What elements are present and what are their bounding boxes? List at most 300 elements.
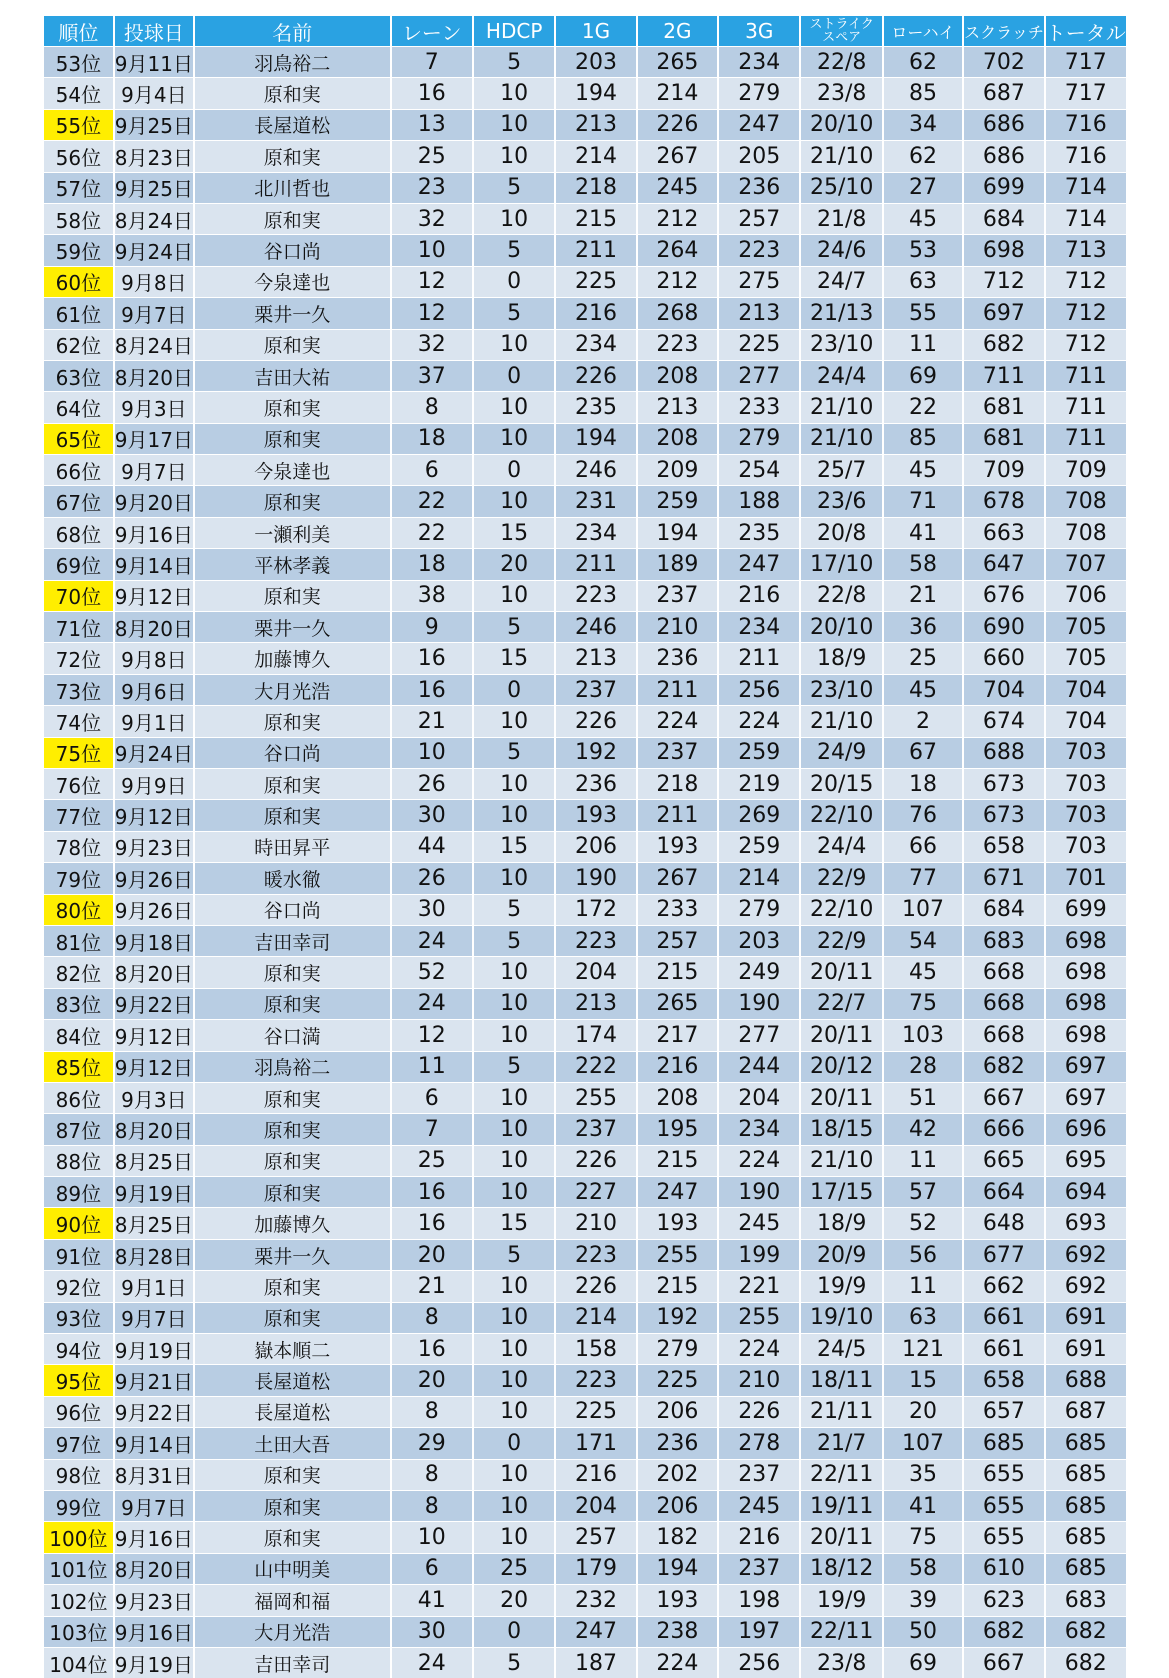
lowhigh-cell: 107: [883, 894, 963, 925]
date-cell: 9月12日: [114, 800, 194, 831]
hdcp-cell: 10: [473, 392, 555, 423]
game1-cell: 222: [555, 1051, 636, 1082]
total-cell: 698: [1045, 988, 1128, 1019]
rank-cell: 86位: [44, 1082, 114, 1113]
lowhigh-cell: 28: [883, 1051, 963, 1082]
scratch-cell: 673: [963, 768, 1044, 799]
total-cell: 701: [1045, 863, 1128, 894]
game2-cell: 208: [637, 1082, 718, 1113]
date-cell: 9月9日: [114, 768, 194, 799]
total-cell: 688: [1045, 1365, 1128, 1396]
hdcp-cell: 5: [473, 737, 555, 768]
lane-cell: 18: [391, 549, 473, 580]
total-cell: 685: [1045, 1522, 1128, 1553]
game1-cell: 226: [555, 706, 636, 737]
total-cell: 698: [1045, 957, 1128, 988]
game2-cell: 211: [637, 800, 718, 831]
table-row: [44, 957, 1127, 988]
lowhigh-cell: 63: [883, 1302, 963, 1333]
table-row: [44, 455, 1127, 486]
total-cell: 704: [1045, 706, 1128, 737]
date-cell: 9月26日: [114, 894, 194, 925]
strike-spare-cell: 20/11: [800, 957, 882, 988]
table-row: [44, 486, 1127, 517]
name-cell: 原和実: [194, 1082, 391, 1113]
name-cell: 加藤博久: [194, 643, 391, 674]
table-row: [44, 1271, 1127, 1302]
table-row: [44, 109, 1127, 140]
scratch-cell: 684: [963, 203, 1044, 234]
name-cell: 土田大吾: [194, 1428, 391, 1459]
strike-spare-cell: 25/10: [800, 172, 882, 203]
name-cell: 大月光浩: [194, 674, 391, 705]
strike-spare-cell: 20/9: [800, 1239, 882, 1270]
strike-spare-cell: 22/7: [800, 988, 882, 1019]
date-cell: 8月24日: [114, 329, 194, 360]
lane-cell: 26: [391, 768, 473, 799]
hdcp-cell: 10: [473, 1271, 555, 1302]
scratch-cell: 655: [963, 1490, 1044, 1521]
game3-cell: 277: [718, 1020, 800, 1051]
table-row: [44, 1396, 1127, 1427]
name-cell: 吉田大祐: [194, 360, 391, 391]
table-row: [44, 392, 1127, 423]
hdcp-cell: 5: [473, 1051, 555, 1082]
strike-spare-cell: 21/11: [800, 1396, 882, 1427]
date-cell: 9月8日: [114, 266, 194, 297]
date-cell: 8月25日: [114, 1145, 194, 1176]
col-total: トータル: [1045, 16, 1128, 47]
total-cell: 708: [1045, 486, 1128, 517]
lowhigh-cell: 76: [883, 800, 963, 831]
rank-cell: 76位: [44, 768, 114, 799]
game3-cell: 198: [718, 1585, 800, 1616]
name-cell: 原和実: [194, 1459, 391, 1490]
name-cell: 羽鳥裕二: [194, 1051, 391, 1082]
lane-cell: 7: [391, 1114, 473, 1145]
game2-cell: 238: [637, 1616, 718, 1647]
strike-spare-cell: 21/7: [800, 1428, 882, 1459]
scratch-cell: 655: [963, 1459, 1044, 1490]
game2-cell: 193: [637, 1585, 718, 1616]
rank-cell: 87位: [44, 1114, 114, 1145]
total-cell: 685: [1045, 1553, 1128, 1584]
strike-spare-cell: 21/10: [800, 392, 882, 423]
game1-cell: 194: [555, 423, 636, 454]
hdcp-cell: 10: [473, 1302, 555, 1333]
game3-cell: 211: [718, 643, 800, 674]
table-row: [44, 831, 1127, 862]
table-row: [44, 674, 1127, 705]
rank-cell: 101位: [44, 1553, 114, 1584]
rank-cell: 73位: [44, 674, 114, 705]
scratch-cell: 681: [963, 392, 1044, 423]
hdcp-cell: 10: [473, 1396, 555, 1427]
lowhigh-cell: 20: [883, 1396, 963, 1427]
total-cell: 708: [1045, 517, 1128, 548]
date-cell: 9月3日: [114, 392, 194, 423]
lane-cell: 8: [391, 1490, 473, 1521]
table-row: [44, 1082, 1127, 1113]
date-cell: 9月20日: [114, 486, 194, 517]
lowhigh-cell: 42: [883, 1114, 963, 1145]
strike-spare-cell: 22/9: [800, 925, 882, 956]
game3-cell: 224: [718, 1334, 800, 1365]
game3-cell: 214: [718, 863, 800, 894]
date-cell: 9月17日: [114, 423, 194, 454]
lowhigh-cell: 63: [883, 266, 963, 297]
name-cell: 原和実: [194, 203, 391, 234]
game3-cell: 278: [718, 1428, 800, 1459]
lane-cell: 32: [391, 329, 473, 360]
name-cell: 原和実: [194, 1145, 391, 1176]
total-cell: 716: [1045, 141, 1128, 172]
strike-spare-cell: 20/12: [800, 1051, 882, 1082]
name-cell: 原和実: [194, 988, 391, 1019]
lane-cell: 12: [391, 298, 473, 329]
lowhigh-cell: 11: [883, 1271, 963, 1302]
strike-spare-cell: 23/10: [800, 674, 882, 705]
game3-cell: 226: [718, 1396, 800, 1427]
scratch-cell: 687: [963, 78, 1044, 109]
game2-cell: 194: [637, 1553, 718, 1584]
game1-cell: 192: [555, 737, 636, 768]
lane-cell: 20: [391, 1365, 473, 1396]
scratch-cell: 699: [963, 172, 1044, 203]
scratch-cell: 666: [963, 1114, 1044, 1145]
lane-cell: 24: [391, 988, 473, 1019]
total-cell: 711: [1045, 360, 1128, 391]
total-cell: 692: [1045, 1271, 1128, 1302]
game3-cell: 257: [718, 203, 800, 234]
hdcp-cell: 5: [473, 1239, 555, 1270]
table-row: [44, 141, 1127, 172]
strike-spare-cell: 21/8: [800, 203, 882, 234]
scratch-cell: 648: [963, 1208, 1044, 1239]
hdcp-cell: 10: [473, 78, 555, 109]
lane-cell: 52: [391, 957, 473, 988]
rank-cell: 95位: [44, 1365, 114, 1396]
lowhigh-cell: 77: [883, 863, 963, 894]
hdcp-cell: 10: [473, 423, 555, 454]
date-cell: 9月16日: [114, 1616, 194, 1647]
table-row: [44, 800, 1127, 831]
date-cell: 9月22日: [114, 988, 194, 1019]
strike-spare-cell: 21/10: [800, 706, 882, 737]
rank-cell: 55位: [44, 109, 114, 140]
game1-cell: 158: [555, 1334, 636, 1365]
name-cell: 原和実: [194, 1114, 391, 1145]
game3-cell: 279: [718, 894, 800, 925]
lane-cell: 25: [391, 1145, 473, 1176]
game1-cell: 236: [555, 768, 636, 799]
table-row: [44, 1616, 1127, 1647]
lane-cell: 7: [391, 47, 473, 78]
table-row: [44, 1051, 1127, 1082]
rank-cell: 99位: [44, 1490, 114, 1521]
date-cell: 9月14日: [114, 549, 194, 580]
lane-cell: 16: [391, 674, 473, 705]
game2-cell: 213: [637, 392, 718, 423]
strike-spare-cell: 20/8: [800, 517, 882, 548]
game1-cell: 214: [555, 141, 636, 172]
total-cell: 714: [1045, 172, 1128, 203]
lane-cell: 11: [391, 1051, 473, 1082]
total-cell: 712: [1045, 329, 1128, 360]
rank-cell: 59位: [44, 235, 114, 266]
name-cell: 福岡和福: [194, 1585, 391, 1616]
game3-cell: 256: [718, 1647, 800, 1678]
name-cell: 原和実: [194, 957, 391, 988]
lowhigh-cell: 45: [883, 455, 963, 486]
hdcp-cell: 10: [473, 1145, 555, 1176]
table-row: [44, 266, 1127, 297]
table-row: [44, 1522, 1127, 1553]
game3-cell: 247: [718, 109, 800, 140]
scratch-cell: 677: [963, 1239, 1044, 1270]
scratch-cell: 610: [963, 1553, 1044, 1584]
total-cell: 707: [1045, 549, 1128, 580]
lowhigh-cell: 11: [883, 1145, 963, 1176]
scratch-cell: 688: [963, 737, 1044, 768]
game2-cell: 259: [637, 486, 718, 517]
lowhigh-cell: 107: [883, 1428, 963, 1459]
rank-cell: 71位: [44, 612, 114, 643]
scratch-cell: 676: [963, 580, 1044, 611]
strike-spare-cell: 22/8: [800, 580, 882, 611]
game2-cell: 208: [637, 423, 718, 454]
strike-spare-cell: 19/9: [800, 1271, 882, 1302]
lane-cell: 37: [391, 360, 473, 391]
total-cell: 714: [1045, 203, 1128, 234]
game1-cell: 246: [555, 612, 636, 643]
total-cell: 706: [1045, 580, 1128, 611]
ranking-table: [44, 16, 1128, 1678]
game1-cell: 211: [555, 235, 636, 266]
hdcp-cell: 10: [473, 1177, 555, 1208]
game1-cell: 216: [555, 1459, 636, 1490]
strike-spare-cell: 24/4: [800, 831, 882, 862]
rank-cell: 96位: [44, 1396, 114, 1427]
lane-cell: 30: [391, 894, 473, 925]
total-cell: 691: [1045, 1334, 1128, 1365]
scratch-cell: 663: [963, 517, 1044, 548]
rank-cell: 69位: [44, 549, 114, 580]
date-cell: 8月24日: [114, 203, 194, 234]
strike-spare-cell: 24/9: [800, 737, 882, 768]
table-row: [44, 47, 1127, 78]
total-cell: 717: [1045, 78, 1128, 109]
strike-spare-cell: 24/4: [800, 360, 882, 391]
lowhigh-cell: 22: [883, 392, 963, 423]
game2-cell: 209: [637, 455, 718, 486]
rank-cell: 93位: [44, 1302, 114, 1333]
lane-cell: 16: [391, 1334, 473, 1365]
game3-cell: 234: [718, 612, 800, 643]
total-cell: 703: [1045, 831, 1128, 862]
game3-cell: 245: [718, 1490, 800, 1521]
total-cell: 704: [1045, 674, 1128, 705]
table-row: [44, 423, 1127, 454]
game1-cell: 247: [555, 1616, 636, 1647]
scratch-cell: 683: [963, 925, 1044, 956]
game1-cell: 218: [555, 172, 636, 203]
lane-cell: 6: [391, 1553, 473, 1584]
date-cell: 9月18日: [114, 925, 194, 956]
game1-cell: 232: [555, 1585, 636, 1616]
lowhigh-cell: 25: [883, 643, 963, 674]
date-cell: 9月12日: [114, 1020, 194, 1051]
date-cell: 9月22日: [114, 1396, 194, 1427]
date-cell: 8月25日: [114, 1208, 194, 1239]
name-cell: 栗井一久: [194, 298, 391, 329]
game1-cell: 203: [555, 47, 636, 78]
scratch-cell: 704: [963, 674, 1044, 705]
date-cell: 9月24日: [114, 737, 194, 768]
col-strike-spare: ストライク スペア: [800, 16, 882, 47]
game2-cell: 236: [637, 643, 718, 674]
table-row: [44, 235, 1127, 266]
rank-cell: 62位: [44, 329, 114, 360]
game1-cell: 235: [555, 392, 636, 423]
game2-cell: 202: [637, 1459, 718, 1490]
date-cell: 8月20日: [114, 360, 194, 391]
lane-cell: 29: [391, 1428, 473, 1459]
total-cell: 691: [1045, 1302, 1128, 1333]
lane-cell: 25: [391, 141, 473, 172]
game3-cell: 279: [718, 423, 800, 454]
name-cell: 原和実: [194, 78, 391, 109]
lowhigh-cell: 56: [883, 1239, 963, 1270]
hdcp-cell: 10: [473, 329, 555, 360]
strike-spare-cell: 19/9: [800, 1585, 882, 1616]
name-cell: 原和実: [194, 800, 391, 831]
hdcp-cell: 5: [473, 298, 555, 329]
rank-cell: 84位: [44, 1020, 114, 1051]
name-cell: 原和実: [194, 1490, 391, 1521]
total-cell: 696: [1045, 1114, 1128, 1145]
date-cell: 9月7日: [114, 455, 194, 486]
rank-cell: 74位: [44, 706, 114, 737]
table-row: [44, 643, 1127, 674]
table-row: [44, 580, 1127, 611]
col-game1: 1G: [555, 16, 636, 47]
lane-cell: 41: [391, 1585, 473, 1616]
game3-cell: 190: [718, 1177, 800, 1208]
lane-cell: 24: [391, 1647, 473, 1678]
game3-cell: 234: [718, 1114, 800, 1145]
strike-spare-cell: 21/13: [800, 298, 882, 329]
date-cell: 9月7日: [114, 1490, 194, 1521]
scratch-cell: 665: [963, 1145, 1044, 1176]
lane-cell: 30: [391, 800, 473, 831]
game3-cell: 205: [718, 141, 800, 172]
lowhigh-cell: 66: [883, 831, 963, 862]
name-cell: 谷口満: [194, 1020, 391, 1051]
game1-cell: 255: [555, 1082, 636, 1113]
game2-cell: 208: [637, 360, 718, 391]
table-row: [44, 1334, 1127, 1365]
scratch-cell: 660: [963, 643, 1044, 674]
total-cell: 705: [1045, 643, 1128, 674]
game1-cell: 223: [555, 580, 636, 611]
name-cell: 暖水徹: [194, 863, 391, 894]
rank-cell: 56位: [44, 141, 114, 172]
game3-cell: 269: [718, 800, 800, 831]
date-cell: 9月11日: [114, 47, 194, 78]
lowhigh-cell: 11: [883, 329, 963, 360]
game2-cell: 224: [637, 706, 718, 737]
scratch-cell: 673: [963, 800, 1044, 831]
total-cell: 697: [1045, 1051, 1128, 1082]
table-row: [44, 1208, 1127, 1239]
game1-cell: 211: [555, 549, 636, 580]
name-cell: 吉田幸司: [194, 1647, 391, 1678]
date-cell: 9月12日: [114, 580, 194, 611]
scratch-cell: 709: [963, 455, 1044, 486]
lowhigh-cell: 103: [883, 1020, 963, 1051]
date-cell: 9月8日: [114, 643, 194, 674]
date-cell: 9月25日: [114, 172, 194, 203]
total-cell: 698: [1045, 1020, 1128, 1051]
date-cell: 8月28日: [114, 1239, 194, 1270]
game1-cell: 213: [555, 988, 636, 1019]
name-cell: 原和実: [194, 768, 391, 799]
game2-cell: 245: [637, 172, 718, 203]
total-cell: 709: [1045, 455, 1128, 486]
game1-cell: 246: [555, 455, 636, 486]
total-cell: 693: [1045, 1208, 1128, 1239]
table-row: [44, 1428, 1127, 1459]
total-cell: 685: [1045, 1490, 1128, 1521]
scratch-cell: 681: [963, 423, 1044, 454]
game3-cell: 256: [718, 674, 800, 705]
rank-cell: 89位: [44, 1177, 114, 1208]
lowhigh-cell: 69: [883, 1647, 963, 1678]
total-cell: 698: [1045, 925, 1128, 956]
name-cell: 原和実: [194, 1522, 391, 1553]
scratch-cell: 667: [963, 1647, 1044, 1678]
rank-cell: 100位: [44, 1522, 114, 1553]
game2-cell: 279: [637, 1334, 718, 1365]
game1-cell: 237: [555, 674, 636, 705]
lowhigh-cell: 58: [883, 1553, 963, 1584]
scratch-cell: 682: [963, 1051, 1044, 1082]
rank-cell: 57位: [44, 172, 114, 203]
scratch-cell: 668: [963, 1020, 1044, 1051]
game2-cell: 206: [637, 1396, 718, 1427]
hdcp-cell: 0: [473, 1616, 555, 1647]
game3-cell: 223: [718, 235, 800, 266]
table-row: [44, 1177, 1127, 1208]
name-cell: 長屋道松: [194, 109, 391, 140]
game1-cell: 227: [555, 1177, 636, 1208]
lowhigh-cell: 36: [883, 612, 963, 643]
rank-cell: 65位: [44, 423, 114, 454]
game2-cell: 224: [637, 1647, 718, 1678]
game3-cell: 188: [718, 486, 800, 517]
scratch-cell: 712: [963, 266, 1044, 297]
game2-cell: 206: [637, 1490, 718, 1521]
strike-spare-cell: 22/9: [800, 863, 882, 894]
scratch-cell: 702: [963, 47, 1044, 78]
game3-cell: 275: [718, 266, 800, 297]
table-row: [44, 1553, 1127, 1584]
hdcp-cell: 10: [473, 1082, 555, 1113]
hdcp-cell: 5: [473, 925, 555, 956]
game2-cell: 268: [637, 298, 718, 329]
game3-cell: 225: [718, 329, 800, 360]
